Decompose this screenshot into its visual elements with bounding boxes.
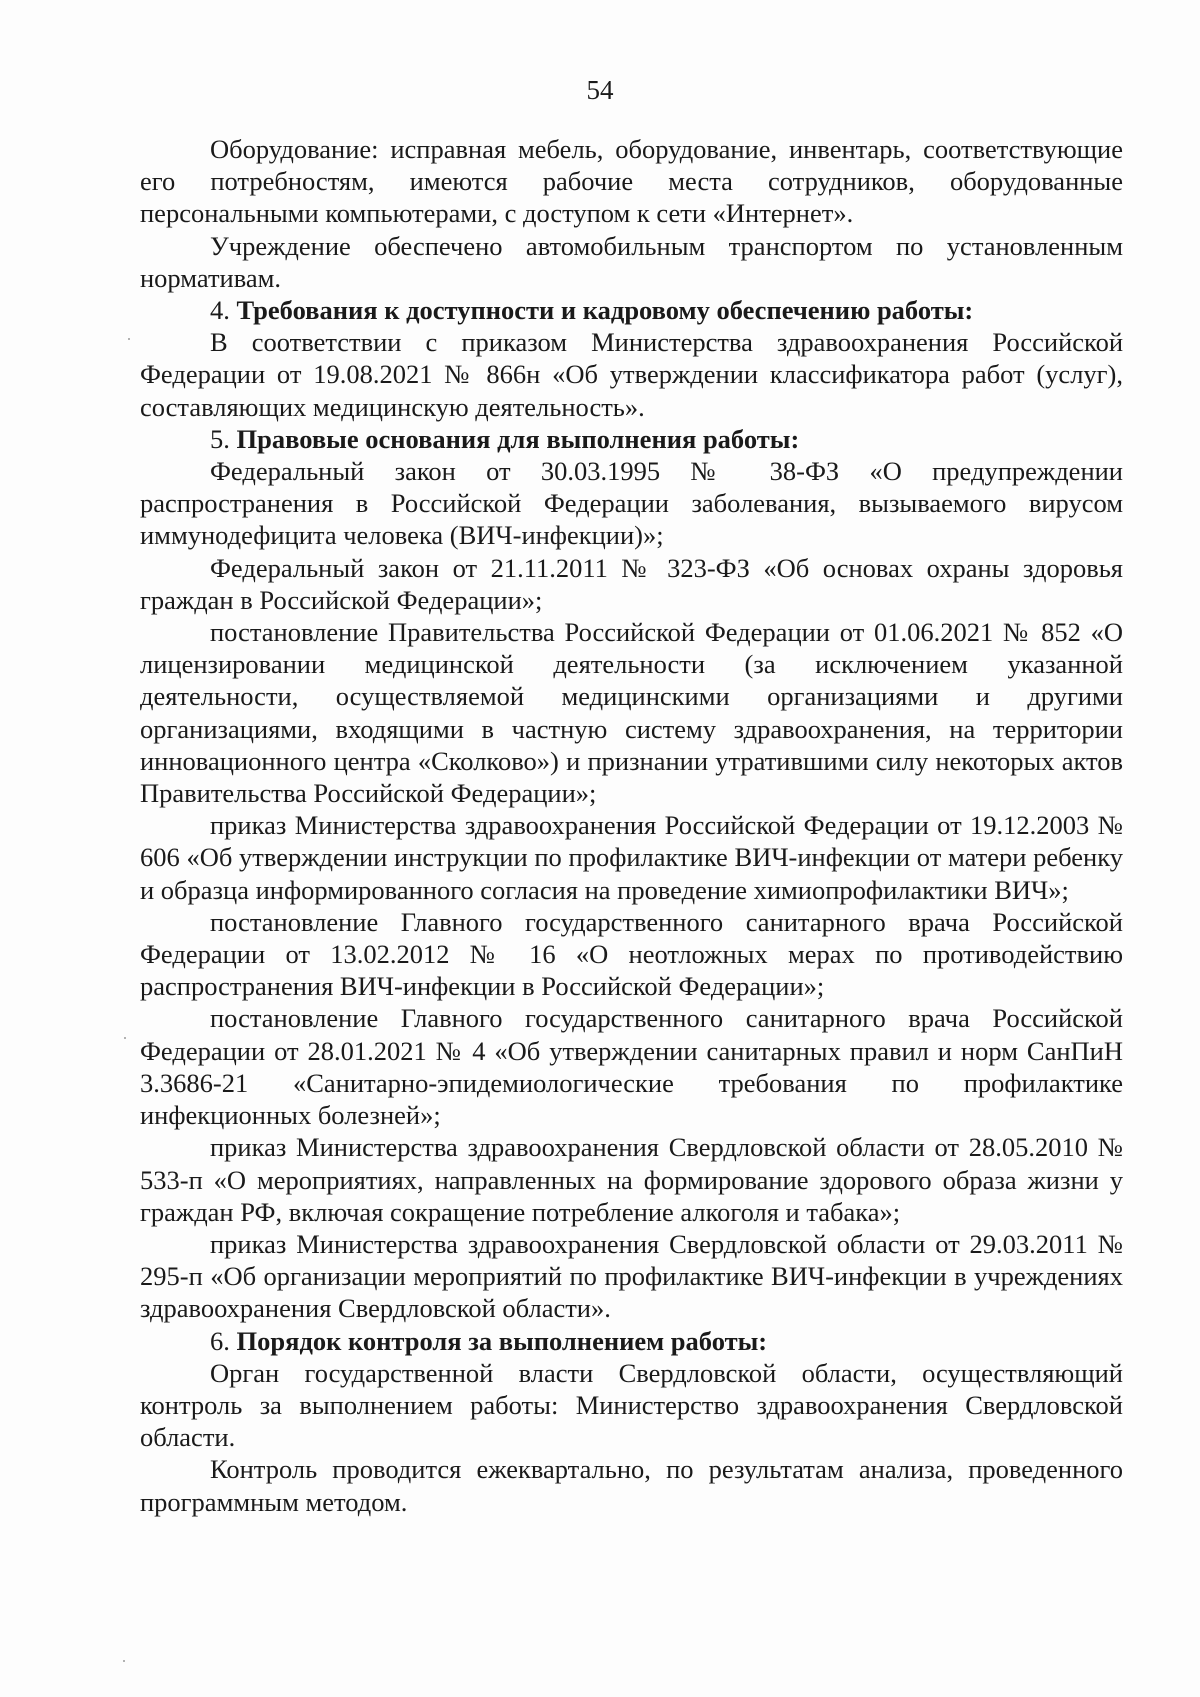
- legal-basis-item: постановление Главного государственного санитарного врача Российской Федерации от 13.02.2012 № 16 «О неотложных мерах по противодействию распространения ВИЧ-инфекции в Российской Федерации»;: [140, 906, 1123, 1002]
- scan-speck: [124, 1037, 126, 1039]
- legal-basis-item: Федеральный закон от 30.03.1995 № 38-ФЗ «О предупреждении распространения в Российской Федерации заболевания, вызываемого вирусом иммунодефицита человека (ВИЧ-инфекции)»;: [140, 456, 1123, 551]
- section-heading-5: [140, 423, 1123, 455]
- legal-basis-item: постановление Правительства Российской Федерации от 01.06.2021 № 852 «О лицензировании медицинской деятельности (за исключением указанной деятельности, осуществляемой медицинскими организациями и другими организациями, входящими в частную систему здравоохранения, на территории инновационного центра «Сколково») и признании утратившими силу некоторых актов Правительства Российской Федерации»;: [140, 617, 1123, 809]
- scan-speck: [123, 1660, 125, 1662]
- legal-basis-item: приказ Министерства здравоохранения Российской Федерации от 19.12.2003 № 606 «Об утверждении инструкции по профилактике ВИЧ-инфекции от матери ребенку и образца информированного согласия на проведение химиопрофилактики ВИЧ»;: [140, 810, 1123, 905]
- document-body: [140, 133, 1123, 1518]
- section-title-4: Требования к доступности и кадровому обеспечению работы:: [236, 295, 974, 326]
- paragraph-equipment: Оборудование: исправная мебель, оборудование, инвентарь, соответствующие его потребностям, имеются рабочие места сотрудников, оборудованные персональными компьютерами, с доступом к сети «Интернет».: [140, 134, 1123, 229]
- section-title-5: Правовые основания для выполнения работы:: [236, 423, 800, 454]
- section-number-5: 5.: [210, 423, 230, 454]
- paragraph-classifier-order: В соответствии с приказом Министерства здравоохранения Российской Федерации от 19.08.2021 № 866н «Об утверждении классификатора работ (услуг), составляющих медицинскую деятельность».: [140, 327, 1123, 422]
- legal-basis-item: постановление Главного государственного санитарного врача Российской Федерации от 28.01.2021 № 4 «Об утверждении санитарных правил и норм СанПиН 3.3686-21 «Санитарно-эпидемиологические требования по профилактике инфекционных болезней»;: [140, 1003, 1123, 1131]
- paragraph-transport: Учреждение обеспечено автомобильным транспортом по установленным нормативам.: [140, 230, 1123, 293]
- section-number-6: 6.: [210, 1325, 230, 1356]
- legal-basis-item: приказ Министерства здравоохранения Свердловской области от 29.03.2011 № 295-п «Об организации мероприятий по профилактике ВИЧ-инфекции в учреждениях здравоохранения Свердловской области».: [140, 1228, 1123, 1324]
- legal-basis-item: Федеральный закон от 21.11.2011 № 323-ФЗ «Об основах охраны здоровья граждан в Российской Федерации»;: [140, 552, 1123, 615]
- scan-speck: [128, 338, 130, 340]
- page-number: 54: [586, 75, 614, 105]
- paragraph-control-frequency: Контроль проводится ежеквартально, по результатам анализа, проведенного программным методом.: [140, 1454, 1123, 1517]
- legal-basis-item: приказ Министерства здравоохранения Свердловской области от 28.05.2010 № 533-п «О мероприятиях, направленных на формирование здорового образа жизни у граждан РФ, включая сокращение потребление алкоголя и табака»;: [140, 1132, 1123, 1227]
- section-title-6: Порядок контроля за выполнением работы:: [236, 1325, 768, 1356]
- section-heading-4: [140, 294, 1123, 326]
- paragraph-control-authority: Орган государственной власти Свердловской области, осуществляющий контроль за выполнением работы: Министерство здравоохранения Свердловской области.: [140, 1357, 1123, 1453]
- section-number-4: 4.: [210, 295, 230, 326]
- section-heading-6: [140, 1325, 1123, 1357]
